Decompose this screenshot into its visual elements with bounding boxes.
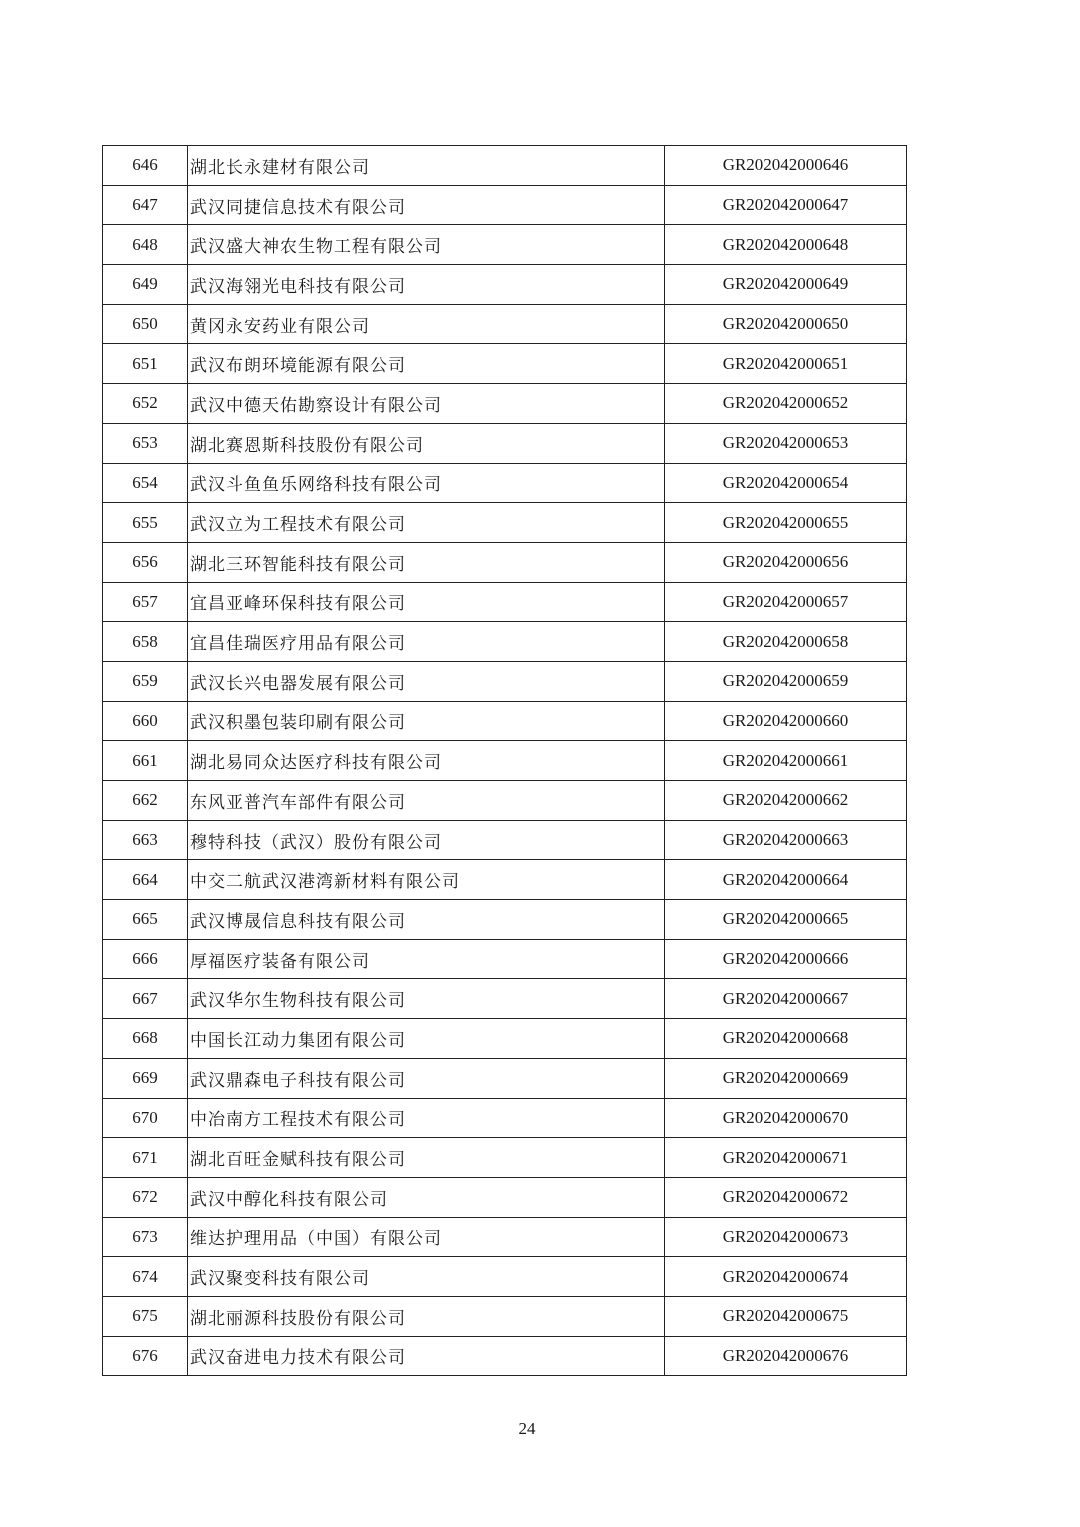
table-row: [103, 1019, 907, 1059]
certificate-code: GR202042000672: [665, 1177, 907, 1217]
certificate-code: GR202042000676: [665, 1336, 907, 1376]
company-name: 武汉布朗环境能源有限公司: [188, 344, 665, 384]
company-name: 武汉同捷信息技术有限公司: [188, 185, 665, 225]
row-number: 665: [103, 900, 188, 940]
row-number: 668: [103, 1019, 188, 1059]
row-number: 671: [103, 1138, 188, 1178]
row-number: 669: [103, 1058, 188, 1098]
table-row: [103, 661, 907, 701]
company-name: 湖北易同众达医疗科技有限公司: [188, 741, 665, 781]
table-row: [103, 1336, 907, 1376]
company-name: 武汉聚变科技有限公司: [188, 1257, 665, 1297]
row-number: 648: [103, 225, 188, 265]
certificate-code: GR202042000646: [665, 146, 907, 186]
certificate-code: GR202042000674: [665, 1257, 907, 1297]
row-number: 658: [103, 622, 188, 662]
certificate-code: GR202042000669: [665, 1058, 907, 1098]
table-row: [103, 701, 907, 741]
row-number: 664: [103, 860, 188, 900]
row-number: 657: [103, 582, 188, 622]
table-row: [103, 939, 907, 979]
company-name: 湖北长永建材有限公司: [188, 146, 665, 186]
company-name: 武汉盛大神农生物工程有限公司: [188, 225, 665, 265]
row-number: 649: [103, 265, 188, 305]
row-number: 656: [103, 542, 188, 582]
company-name: 武汉奋进电力技术有限公司: [188, 1336, 665, 1376]
table-row: [103, 225, 907, 265]
table-row: [103, 582, 907, 622]
table-row: [103, 1257, 907, 1297]
table-row: [103, 1177, 907, 1217]
company-name: 武汉博晟信息科技有限公司: [188, 900, 665, 940]
row-number: 673: [103, 1217, 188, 1257]
certificate-code: GR202042000667: [665, 979, 907, 1019]
table-row: [103, 542, 907, 582]
company-name: 武汉海翎光电科技有限公司: [188, 265, 665, 305]
certificate-code: GR202042000657: [665, 582, 907, 622]
certificate-code: GR202042000656: [665, 542, 907, 582]
table-row: [103, 384, 907, 424]
row-number: 661: [103, 741, 188, 781]
certificate-code: GR202042000650: [665, 304, 907, 344]
row-number: 652: [103, 384, 188, 424]
certificate-code: GR202042000665: [665, 900, 907, 940]
row-number: 655: [103, 503, 188, 543]
company-name: 武汉长兴电器发展有限公司: [188, 661, 665, 701]
row-number: 675: [103, 1296, 188, 1336]
company-name: 武汉鼎森电子科技有限公司: [188, 1058, 665, 1098]
certificate-code: GR202042000653: [665, 423, 907, 463]
table-row: [103, 265, 907, 305]
certificate-code: GR202042000675: [665, 1296, 907, 1336]
certificate-code: GR202042000654: [665, 463, 907, 503]
certificate-code: GR202042000666: [665, 939, 907, 979]
table-row: [103, 781, 907, 821]
certificate-code: GR202042000661: [665, 741, 907, 781]
table-row: [103, 1058, 907, 1098]
company-name: 黄冈永安药业有限公司: [188, 304, 665, 344]
table-row: [103, 304, 907, 344]
company-name: 穆特科技（武汉）股份有限公司: [188, 820, 665, 860]
row-number: 672: [103, 1177, 188, 1217]
row-number: 646: [103, 146, 188, 186]
certificate-code: GR202042000664: [665, 860, 907, 900]
company-name: 武汉积墨包装印刷有限公司: [188, 701, 665, 741]
certificate-code: GR202042000663: [665, 820, 907, 860]
table-row: [103, 1296, 907, 1336]
certificate-code: GR202042000647: [665, 185, 907, 225]
row-number: 660: [103, 701, 188, 741]
table-row: [103, 185, 907, 225]
company-name: 武汉华尔生物科技有限公司: [188, 979, 665, 1019]
table-row: [103, 741, 907, 781]
company-name: 湖北赛恩斯科技股份有限公司: [188, 423, 665, 463]
company-name: 武汉中醇化科技有限公司: [188, 1177, 665, 1217]
table-row: [103, 1217, 907, 1257]
row-number: 666: [103, 939, 188, 979]
table-row: [103, 503, 907, 543]
table-row: [103, 900, 907, 940]
row-number: 650: [103, 304, 188, 344]
row-number: 662: [103, 781, 188, 821]
certificate-code: GR202042000652: [665, 384, 907, 424]
table-row: [103, 860, 907, 900]
certificate-code: GR202042000659: [665, 661, 907, 701]
table-row: [103, 146, 907, 186]
row-number: 654: [103, 463, 188, 503]
table-row: [103, 979, 907, 1019]
certificate-code: GR202042000671: [665, 1138, 907, 1178]
page-number: 24: [518, 1419, 536, 1438]
row-number: 647: [103, 185, 188, 225]
table-row: [103, 622, 907, 662]
table-body: [103, 146, 907, 1376]
row-number: 653: [103, 423, 188, 463]
company-name: 武汉立为工程技术有限公司: [188, 503, 665, 543]
company-name: 武汉斗鱼鱼乐网络科技有限公司: [188, 463, 665, 503]
company-name: 东风亚普汽车部件有限公司: [188, 781, 665, 821]
table-row: [103, 463, 907, 503]
company-name: 湖北百旺金赋科技有限公司: [188, 1138, 665, 1178]
certificate-code: GR202042000651: [665, 344, 907, 384]
table-row: [103, 820, 907, 860]
table-row: [103, 1138, 907, 1178]
company-name: 武汉中德天佑勘察设计有限公司: [188, 384, 665, 424]
table-row: [103, 344, 907, 384]
table-row: [103, 423, 907, 463]
certificate-code: GR202042000670: [665, 1098, 907, 1138]
certificate-code: GR202042000660: [665, 701, 907, 741]
row-number: 676: [103, 1336, 188, 1376]
certificate-code: GR202042000668: [665, 1019, 907, 1059]
company-name: 宜昌亚峰环保科技有限公司: [188, 582, 665, 622]
row-number: 663: [103, 820, 188, 860]
certificate-code: GR202042000648: [665, 225, 907, 265]
certificate-code: GR202042000649: [665, 265, 907, 305]
row-number: 674: [103, 1257, 188, 1297]
company-name: 中国长江动力集团有限公司: [188, 1019, 665, 1059]
row-number: 670: [103, 1098, 188, 1138]
certificate-code: GR202042000673: [665, 1217, 907, 1257]
certificate-code: GR202042000662: [665, 781, 907, 821]
company-name: 厚福医疗装备有限公司: [188, 939, 665, 979]
certificate-code: GR202042000658: [665, 622, 907, 662]
company-name: 湖北三环智能科技有限公司: [188, 542, 665, 582]
table-row: [103, 1098, 907, 1138]
company-name: 维达护理用品（中国）有限公司: [188, 1217, 665, 1257]
row-number: 651: [103, 344, 188, 384]
row-number: 667: [103, 979, 188, 1019]
company-name: 宜昌佳瑞医疗用品有限公司: [188, 622, 665, 662]
row-number: 659: [103, 661, 188, 701]
company-name: 湖北丽源科技股份有限公司: [188, 1296, 665, 1336]
company-name: 中冶南方工程技术有限公司: [188, 1098, 665, 1138]
certificate-table: [102, 145, 907, 1376]
company-name: 中交二航武汉港湾新材料有限公司: [188, 860, 665, 900]
certificate-code: GR202042000655: [665, 503, 907, 543]
